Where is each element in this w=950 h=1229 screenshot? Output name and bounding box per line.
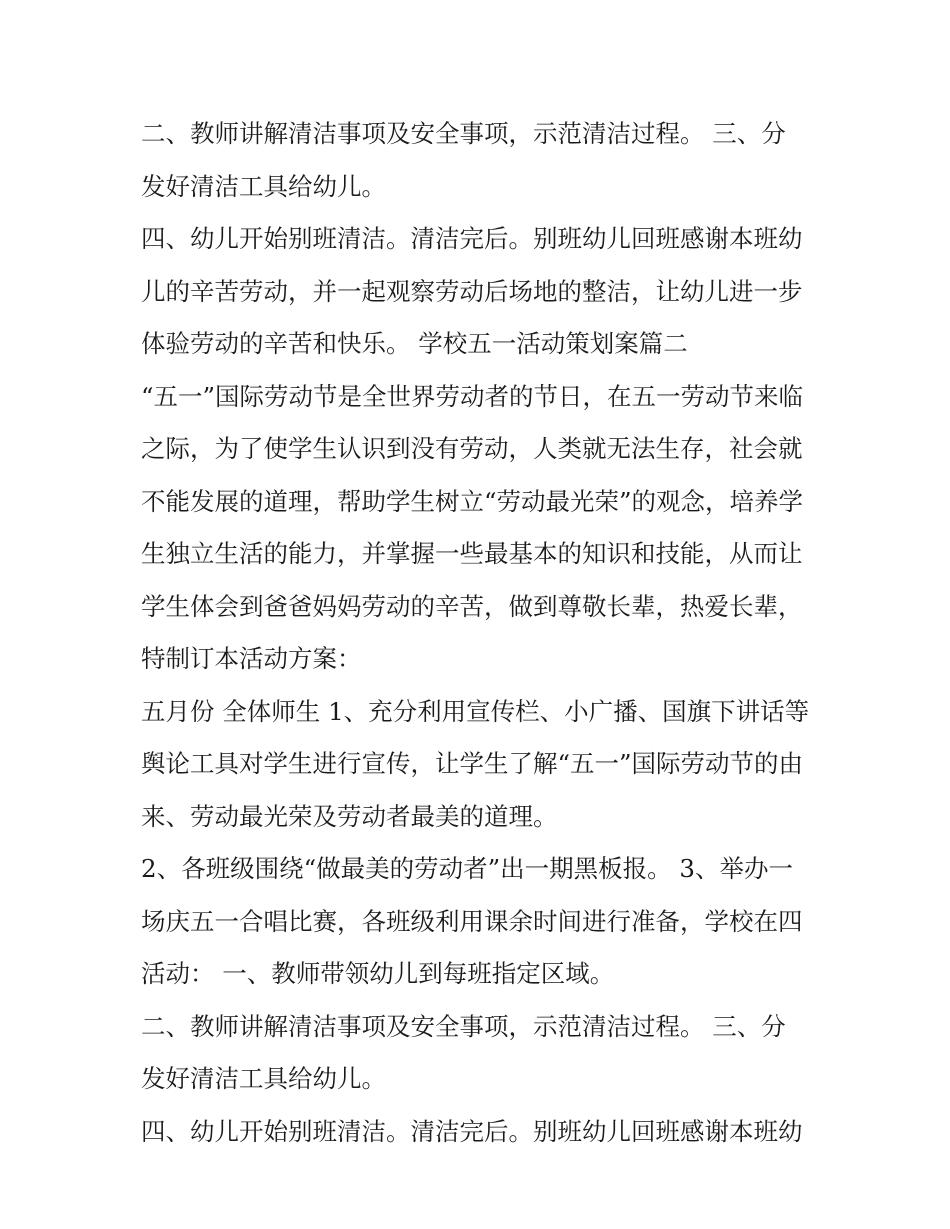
text-line: 来、劳动最光荣及劳动者最美的道理。 xyxy=(141,801,558,831)
text-line: 发好清洁工具给幼儿。 xyxy=(141,1064,386,1093)
text-line: “五一”国际劳动节是全世界劳动者的节日，在五一劳动节来临 xyxy=(141,381,804,411)
text-line: 二、教师讲解清洁事项及安全事项，示范清洁过程。 三、分 xyxy=(141,1011,786,1041)
text-line: 学生体会到爸爸妈妈劳动的辛苦，做到尊敬长辈，热爱长辈， xyxy=(141,591,803,621)
text-line: 2、各班级围绕“做最美的劳动者”出一期黑板报。 3、举办一 xyxy=(141,854,794,883)
text-line: 四、幼儿开始别班清洁。清洁完后。别班幼儿回班感谢本班幼 xyxy=(141,1116,803,1146)
text-line: 生独立生活的能力，并掌握一些最基本的知识和技能，从而让 xyxy=(141,539,803,568)
text-line: 场庆五一合唱比赛，各班级利用课余时间进行准备，学校在四 xyxy=(141,906,803,936)
text-line: 特制订本活动方案： xyxy=(141,644,362,673)
text-line: 二、教师讲解清洁事项及安全事项，示范清洁过程。 三、分 xyxy=(141,119,786,148)
text-line: 五月份 全体师生 1、充分利用宣传栏、小广播、国旗下讲话等 xyxy=(141,696,810,726)
text-line: 之际，为了使学生认识到没有劳动，人类就无法生存，社会就 xyxy=(141,434,803,463)
text-line: 活动： 一、教师带领幼儿到每班指定区域。 xyxy=(141,959,615,988)
text-line: 发好清洁工具给幼儿。 xyxy=(141,171,386,201)
text-line: 体验劳动的辛苦和快乐。 学校五一活动策划案篇二 xyxy=(141,329,688,358)
body-text xyxy=(141,108,821,1158)
text-line: 不能发展的道理，帮助学生树立“劳动最光荣”的观念，培养学 xyxy=(141,486,804,516)
text-line: 儿的辛苦劳动，并一起观察劳动后场地的整洁，让幼儿进一步 xyxy=(141,276,803,306)
text-line: 四、幼儿开始别班清洁。清洁完后。别班幼儿回班感谢本班幼 xyxy=(141,224,803,253)
text-line: 舆论工具对学生进行宣传，让学生了解“五一”国际劳动节的由 xyxy=(141,749,804,778)
